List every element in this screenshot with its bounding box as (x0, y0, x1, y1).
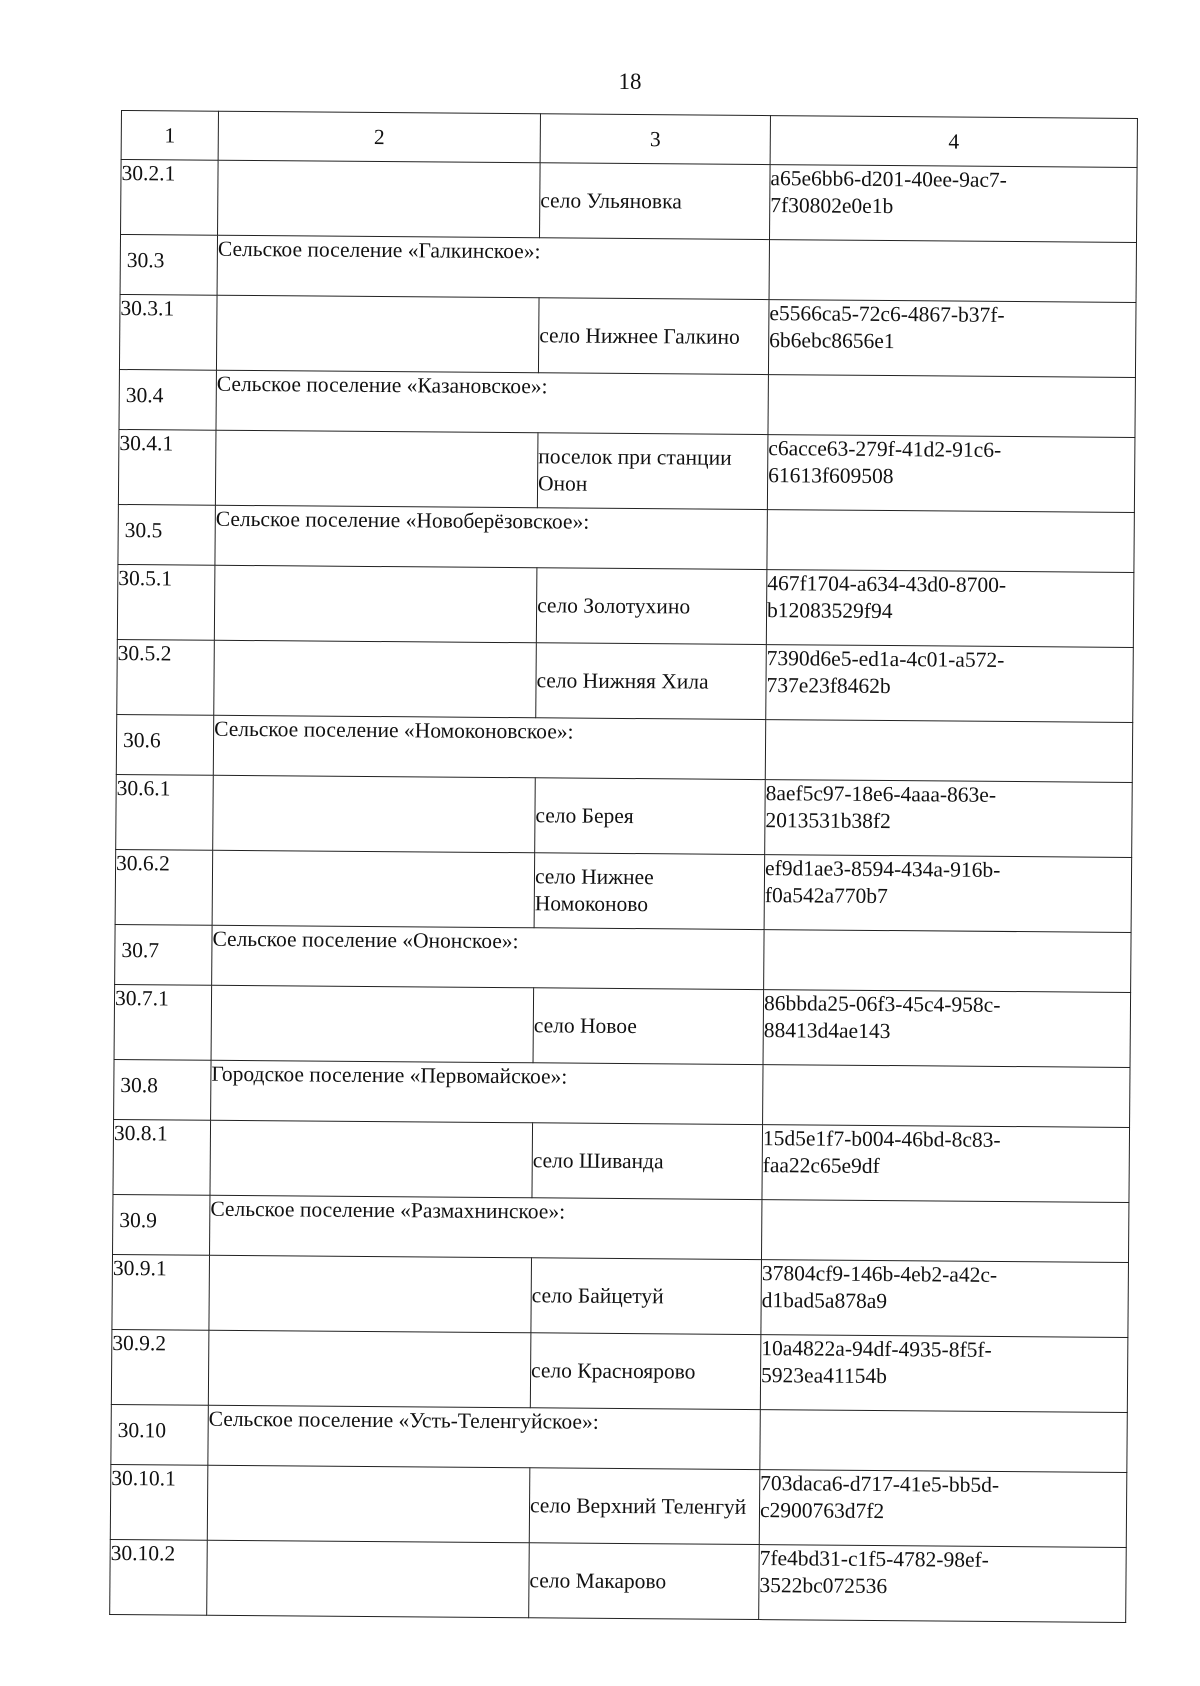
empty-cell (214, 565, 537, 643)
locality-id-line2: 5923ea41154b (760, 1363, 887, 1389)
locality-id (770, 165, 1138, 243)
locality-id (759, 1470, 1127, 1548)
table-row (110, 1464, 1127, 1547)
locality-name: село Ульяновка (540, 163, 771, 240)
row-number: 30.10 (111, 1404, 208, 1465)
locality-name: село Макарово (529, 1543, 760, 1620)
table-row (115, 849, 1132, 932)
empty-cell (215, 430, 538, 508)
settlement-group-title: Сельское поселение «Галкинское»: (217, 235, 769, 299)
row-number: 30.9.1 (112, 1254, 210, 1330)
group-row (119, 369, 1135, 437)
group-row (116, 714, 1132, 782)
group-row (120, 235, 1136, 303)
locality-name: село Нижнее Номоконово (534, 853, 765, 930)
locality-id-line1: 15d5e1f7-b004-46bd-8c83- (762, 1126, 1001, 1152)
locality-id (762, 1125, 1130, 1203)
locality-id (765, 780, 1133, 858)
group-row (115, 924, 1131, 992)
locality-name: село Верхний Теленгуй (529, 1468, 760, 1545)
locality-id-line1: e5566ca5-72c6-4867-b37f- (769, 301, 1005, 327)
table-header-row (121, 111, 1137, 168)
locality-name: село Нижнее Галкино (538, 298, 769, 375)
settlement-group-title: Сельское поселение «Номоконовское»: (213, 715, 765, 779)
empty-cell (764, 930, 1131, 993)
empty-cell (768, 375, 1135, 438)
empty-cell (218, 160, 541, 238)
locality-id-line2: 3522bc072536 (759, 1573, 888, 1599)
empty-cell (767, 510, 1134, 573)
row-number: 30.8.1 (113, 1119, 211, 1195)
locality-id (761, 1260, 1129, 1338)
locality-name: село Берея (535, 778, 766, 855)
empty-cell (209, 1255, 532, 1333)
locality-id (763, 990, 1131, 1068)
locality-name: село Шиванда (532, 1123, 763, 1200)
table-row (118, 429, 1135, 512)
table-row (117, 564, 1134, 647)
locality-name: село Новое (533, 988, 764, 1065)
row-number: 30.9.2 (111, 1329, 209, 1405)
locality-id-line1: 8aef5c97-18e6-4aaa-863e- (765, 781, 997, 807)
locality-id-line1: 37804cf9-146b-4eb2-a42c- (761, 1261, 998, 1287)
empty-cell (763, 1065, 1130, 1128)
locality-id-line2: f0a542a770b7 (764, 883, 888, 909)
settlements-table (109, 110, 1138, 1623)
empty-cell (208, 1330, 531, 1408)
locality-id-line2: 2013531b38f2 (765, 808, 891, 834)
row-number: 30.9 (113, 1194, 210, 1255)
table-row (116, 774, 1133, 857)
group-row (111, 1404, 1127, 1472)
empty-cell (211, 985, 534, 1063)
table-row (112, 1254, 1129, 1337)
row-number: 30.5.2 (117, 639, 215, 715)
settlement-group-title: Городское поселение «Первомайское»: (211, 1060, 763, 1124)
table-row (111, 1329, 1128, 1412)
settlement-group-title: Сельское поселение «Казановское»: (216, 370, 768, 434)
empty-cell (216, 295, 539, 373)
group-row (114, 1059, 1130, 1127)
header-cell: 4 (770, 116, 1137, 168)
locality-id-line1: 703daca6-d717-41e5-bb5d- (760, 1471, 1000, 1497)
row-number: 30.8 (114, 1059, 211, 1120)
locality-id-line1: c6acce63-279f-41d2-91c6- (768, 436, 1002, 462)
header-cell: 3 (540, 114, 770, 165)
row-number: 30.3 (120, 235, 217, 296)
locality-id-line2: 6b6ebc8656e1 (769, 328, 895, 354)
locality-id (766, 570, 1134, 648)
empty-cell (207, 1540, 530, 1618)
locality-id-line1: 86bbda25-06f3-45c4-958c- (763, 991, 1001, 1017)
empty-cell (761, 1200, 1128, 1263)
empty-cell (213, 775, 536, 853)
locality-id-line2: 737e23f8462b (766, 673, 891, 699)
row-number: 30.10.1 (110, 1464, 208, 1540)
locality-id-line1: 467f1704-a634-43d0-8700- (767, 571, 1007, 597)
page-number: 18 (618, 69, 642, 94)
row-number: 30.7.1 (114, 984, 212, 1060)
group-row (113, 1194, 1129, 1262)
row-number: 30.4 (119, 369, 216, 430)
row-number: 30.4.1 (118, 429, 216, 505)
locality-id-line2: faa22c65e9df (762, 1153, 880, 1178)
locality-name: село Красноярово (530, 1333, 761, 1410)
table-row (113, 1119, 1130, 1202)
locality-id-line2: 7f30802e0e1b (770, 193, 894, 219)
locality-id (760, 1335, 1128, 1413)
locality-id (764, 855, 1132, 933)
locality-id-line1: ef9d1ae3-8594-434a-916b- (764, 856, 1001, 882)
empty-cell (765, 720, 1132, 783)
header-cell: 2 (218, 111, 540, 163)
row-number: 30.5.1 (117, 564, 215, 640)
row-number: 30.6 (116, 714, 213, 775)
settlement-group-title: Сельское поселение «Ононское»: (212, 925, 764, 989)
locality-id-line2: d1bad5a878a9 (761, 1288, 888, 1314)
settlement-group-title: Сельское поселение «Размахнинское»: (210, 1195, 762, 1259)
table-row (114, 984, 1131, 1067)
locality-name: село Нижняя Хила (536, 643, 767, 720)
header-cell: 1 (121, 111, 218, 161)
table-row (110, 1539, 1127, 1622)
empty-cell (210, 1120, 533, 1198)
row-number: 30.7 (115, 924, 212, 985)
locality-id-line2: c2900763d7f2 (759, 1498, 885, 1524)
locality-id-line1: a65e6bb6-d201-40ee-9ac7- (770, 166, 1007, 192)
locality-id-line2: 61613f609508 (768, 463, 894, 489)
locality-name: село Золотухино (536, 568, 767, 645)
empty-cell (769, 240, 1136, 303)
locality-id (767, 435, 1135, 513)
empty-cell (760, 1410, 1127, 1473)
locality-id-line1: 7390d6e5-ed1a-4c01-a572- (766, 646, 1005, 672)
row-number: 30.3.1 (119, 294, 217, 370)
locality-id-line1: 10a4822a-94df-4935-8f5f- (761, 1336, 992, 1362)
row-number: 30.6.2 (115, 849, 213, 925)
locality-id-line2: 88413d4ae143 (763, 1018, 891, 1044)
row-number: 30.6.1 (116, 774, 214, 850)
row-number: 30.2.1 (121, 160, 219, 236)
table-row (121, 160, 1138, 243)
settlement-group-title: Сельское поселение «Усть-Теленгуйское»: (208, 1405, 760, 1469)
locality-id-line1: 7fe4bd31-c1f5-4782-98ef- (759, 1546, 989, 1572)
empty-cell (207, 1465, 530, 1543)
row-number: 30.10.2 (110, 1539, 208, 1615)
locality-id (759, 1545, 1127, 1623)
group-row (118, 504, 1134, 572)
table-row (117, 639, 1134, 722)
locality-id-line2: b12083529f94 (766, 598, 893, 624)
locality-id (768, 300, 1136, 378)
locality-id (766, 645, 1134, 723)
locality-name: село Байцетуй (531, 1258, 762, 1335)
locality-name: поселок при станции Онон (537, 433, 768, 510)
row-number: 30.5 (118, 504, 215, 565)
settlement-group-title: Сельское поселение «Новоберёзовское»: (215, 505, 767, 569)
table-row (119, 294, 1136, 377)
empty-cell (214, 640, 537, 718)
empty-cell (212, 850, 535, 928)
